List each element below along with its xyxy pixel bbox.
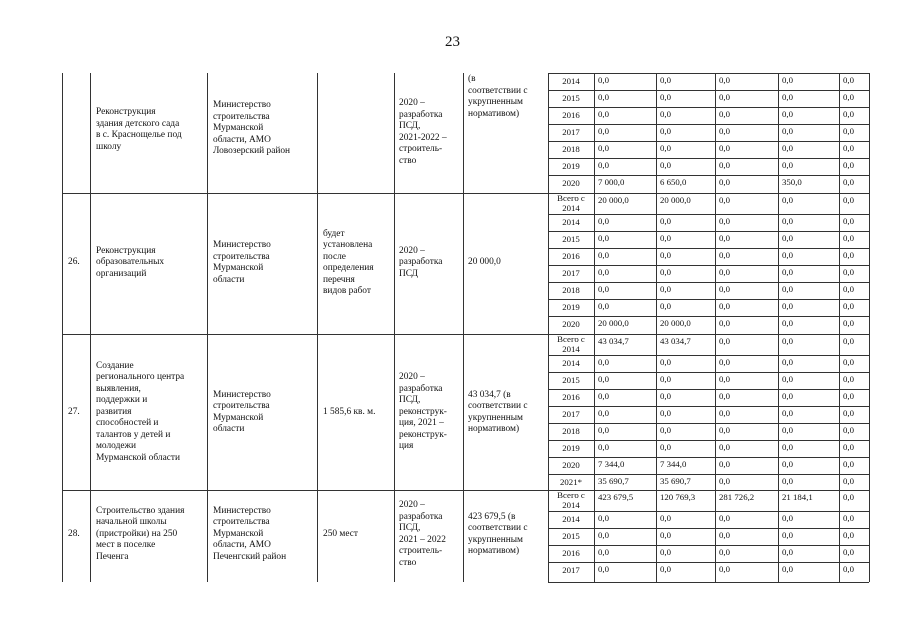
funding-value: 281 726,2	[719, 492, 755, 502]
funding-value: 0,0	[843, 126, 854, 136]
funding-value: 0,0	[782, 408, 793, 418]
year-label: 2016	[562, 109, 580, 120]
funding-value: 0,0	[782, 476, 793, 486]
estimated-cost: 423 679,5 (в соответствии с укрупненным нормативом)	[468, 511, 528, 556]
funding-value: 0,0	[782, 160, 793, 170]
object-name: Создание регионального центра выявления, поддержки и развития способностей и талантов у детей и молодежи Мурманской области	[96, 360, 185, 463]
year-label: 2019	[562, 442, 580, 453]
row-number: 26.	[68, 257, 80, 268]
funding-value: 0,0	[719, 357, 730, 367]
funding-value: 0,0	[782, 374, 793, 384]
funding-value: 0,0	[843, 318, 854, 328]
funding-value: 0,0	[719, 476, 730, 486]
funding-value: 0,0	[719, 425, 730, 435]
funding-value: 20 000,0	[598, 195, 629, 205]
year-label: 2017	[562, 126, 580, 137]
funding-value: 6 650,0	[660, 177, 687, 187]
subrow-border	[548, 124, 869, 125]
subrow-border	[548, 316, 869, 317]
funding-value: 20 000,0	[660, 195, 691, 205]
subrow-border	[548, 372, 869, 373]
funding-value: 0,0	[843, 357, 854, 367]
funding-value: 0,0	[719, 75, 730, 85]
funding-value: 0,0	[598, 284, 609, 294]
year-label: 2016	[562, 250, 580, 261]
funding-value: 0,0	[719, 318, 730, 328]
funding-value: 0,0	[598, 442, 609, 452]
funding-value: 0,0	[843, 459, 854, 469]
column-border	[207, 73, 208, 582]
subrow-border	[548, 528, 869, 529]
funding-value: 0,0	[660, 216, 671, 226]
subrow-border	[548, 423, 869, 424]
funding-value: 0,0	[598, 301, 609, 311]
funding-value: 120 769,3	[660, 492, 696, 502]
funding-value: 0,0	[843, 492, 854, 502]
subrow-border	[548, 545, 869, 546]
funding-value: 0,0	[719, 513, 730, 523]
funding-value: 0,0	[598, 530, 609, 540]
funding-value: 0,0	[843, 476, 854, 486]
funding-value: 0,0	[598, 374, 609, 384]
funding-value: 0,0	[660, 301, 671, 311]
column-border	[839, 73, 840, 582]
funding-value: 0,0	[660, 408, 671, 418]
funding-value: 0,0	[660, 233, 671, 243]
funding-value: 0,0	[719, 250, 730, 260]
subrow-border	[548, 440, 869, 441]
funding-value: 0,0	[598, 547, 609, 557]
subrow-border	[548, 457, 869, 458]
funding-value: 0,0	[660, 126, 671, 136]
year-label: 2014	[562, 357, 580, 368]
year-label: 2018	[562, 284, 580, 295]
funding-value: 0,0	[660, 513, 671, 523]
funding-value: 0,0	[782, 267, 793, 277]
year-label: 2015	[562, 530, 580, 541]
estimated-cost: 43 034,7 (в соответствии с укрупненным нормативом)	[468, 389, 528, 434]
funding-value: 0,0	[660, 530, 671, 540]
column-border	[62, 73, 63, 582]
funding-value: 0,0	[719, 143, 730, 153]
subrow-border	[548, 107, 869, 108]
funding-value: 0,0	[782, 318, 793, 328]
subrow-border	[548, 355, 869, 356]
year-label: Всего с 2014	[557, 490, 585, 510]
funding-value: 20 000,0	[660, 318, 691, 328]
funding-value: 0,0	[843, 408, 854, 418]
funding-value: 0,0	[782, 75, 793, 85]
funding-value: 0,0	[782, 126, 793, 136]
funding-value: 0,0	[843, 92, 854, 102]
subrow-border	[548, 141, 869, 142]
funding-value: 0,0	[719, 336, 730, 346]
year-label: 2018	[562, 425, 580, 436]
funding-value: 0,0	[598, 267, 609, 277]
year-label: 2019	[562, 160, 580, 171]
column-border	[869, 73, 870, 582]
funding-value: 0,0	[719, 177, 730, 187]
year-label: 2021*	[560, 476, 582, 487]
subrow-border	[548, 214, 869, 215]
funding-value: 0,0	[782, 284, 793, 294]
column-border	[317, 73, 318, 582]
year-label: 2017	[562, 564, 580, 575]
year-label: 2015	[562, 233, 580, 244]
funding-value: 0,0	[660, 250, 671, 260]
funding-value: 0,0	[843, 250, 854, 260]
year-label: 2015	[562, 374, 580, 385]
year-label: 2018	[562, 143, 580, 154]
funding-value: 0,0	[843, 530, 854, 540]
subrow-border	[548, 90, 869, 91]
subrow-border	[548, 406, 869, 407]
funding-value: 0,0	[598, 143, 609, 153]
year-label: 2014	[562, 216, 580, 227]
funding-value: 0,0	[843, 513, 854, 523]
funding-value: 0,0	[598, 425, 609, 435]
subrow-border	[548, 389, 869, 390]
funding-value: 0,0	[782, 250, 793, 260]
funding-value: 0,0	[598, 357, 609, 367]
funding-value: 35 690,7	[598, 476, 629, 486]
funding-value: 0,0	[719, 216, 730, 226]
funding-value: 0,0	[843, 216, 854, 226]
column-border	[656, 73, 657, 582]
subrow-border	[548, 299, 869, 300]
stages: 2020 – разработка ПСД, 2021 – 2022 строитель- ство	[399, 500, 446, 568]
executor: Министерство строительства Мурманской области, АМО Печенгский район	[213, 505, 287, 562]
row-number: 28.	[68, 528, 80, 539]
year-label: 2016	[562, 547, 580, 558]
funding-value: 0,0	[782, 442, 793, 452]
subrow-border	[548, 248, 869, 249]
funding-value: 0,0	[782, 301, 793, 311]
year-label: 2014	[562, 75, 580, 86]
funding-value: 0,0	[719, 126, 730, 136]
funding-value: 7 344,0	[598, 459, 625, 469]
funding-value: 0,0	[843, 425, 854, 435]
funding-value: 0,0	[660, 374, 671, 384]
funding-value: 0,0	[598, 391, 609, 401]
funding-value: 0,0	[843, 267, 854, 277]
funding-value: 0,0	[843, 391, 854, 401]
funding-value: 0,0	[598, 216, 609, 226]
column-border	[778, 73, 779, 582]
funding-value: 0,0	[719, 92, 730, 102]
funding-value: 0,0	[598, 513, 609, 523]
funding-value: 0,0	[719, 442, 730, 452]
object-name: Строительство здания начальной школы (пристройки) на 250 мест в поселке Печенга	[96, 505, 185, 562]
funding-value: 0,0	[719, 301, 730, 311]
funding-value: 35 690,7	[660, 476, 691, 486]
funding-value: 0,0	[660, 547, 671, 557]
year-label: 2015	[562, 92, 580, 103]
funding-value: 0,0	[843, 442, 854, 452]
funding-value: 0,0	[843, 177, 854, 187]
funding-value: 0,0	[598, 92, 609, 102]
year-label: 2017	[562, 267, 580, 278]
funding-value: 0,0	[660, 75, 671, 85]
funding-value: 0,0	[782, 216, 793, 226]
funding-value: 0,0	[782, 391, 793, 401]
funding-value: 0,0	[782, 92, 793, 102]
column-border	[594, 73, 595, 582]
funding-value: 0,0	[660, 357, 671, 367]
estimated-cost: (в соответствии с укрупненным нормативом)	[468, 74, 528, 119]
stages: 2020 – разработка ПСД, 2021-2022 – строитель- ство	[399, 98, 447, 166]
funding-value: 0,0	[719, 408, 730, 418]
subrow-border	[548, 265, 869, 266]
funding-value: 0,0	[843, 109, 854, 119]
funding-value: 0,0	[598, 408, 609, 418]
year-label: 2020	[562, 459, 580, 470]
funding-value: 0,0	[843, 301, 854, 311]
executor: Министерство строительства Мурманской области	[213, 240, 271, 285]
funding-value: 0,0	[660, 564, 671, 574]
funding-value: 0,0	[660, 425, 671, 435]
funding-value: 0,0	[782, 459, 793, 469]
funding-value: 0,0	[719, 374, 730, 384]
subrow-border	[548, 158, 869, 159]
funding-value: 0,0	[719, 284, 730, 294]
funding-value: 0,0	[719, 160, 730, 170]
table-top-border	[548, 73, 869, 74]
funding-value: 0,0	[782, 233, 793, 243]
funding-value: 0,0	[782, 357, 793, 367]
capacity: 1 585,6 кв. м.	[323, 406, 376, 417]
funding-value: 0,0	[660, 442, 671, 452]
row-border	[62, 334, 869, 335]
funding-value: 423 679,5	[598, 492, 634, 502]
estimated-cost: 20 000,0	[468, 257, 501, 268]
stages: 2020 – разработка ПСД	[399, 245, 443, 279]
column-border	[394, 73, 395, 582]
column-border	[463, 73, 464, 582]
funding-value: 0,0	[843, 564, 854, 574]
funding-value: 0,0	[719, 547, 730, 557]
funding-value: 0,0	[719, 267, 730, 277]
funding-value: 0,0	[843, 75, 854, 85]
year-label: Всего с 2014	[557, 193, 585, 213]
funding-value: 0,0	[719, 195, 730, 205]
capacity: 250 мест	[323, 528, 358, 539]
object-name: Реконструкция образовательных организаций	[96, 245, 165, 279]
subrow-border	[548, 474, 869, 475]
funding-value: 0,0	[719, 459, 730, 469]
funding-value: 0,0	[719, 564, 730, 574]
row-border	[62, 193, 869, 194]
funding-value: 0,0	[660, 160, 671, 170]
funding-value: 0,0	[782, 336, 793, 346]
funding-value: 0,0	[660, 143, 671, 153]
funding-value: 43 034,7	[660, 336, 691, 346]
funding-value: 0,0	[660, 391, 671, 401]
stages: 2020 – разработка ПСД, реконструк- ция, 2021 – реконструк- ция	[399, 372, 447, 452]
funding-value: 0,0	[598, 126, 609, 136]
funding-value: 0,0	[843, 233, 854, 243]
funding-value: 0,0	[843, 336, 854, 346]
funding-value: 0,0	[843, 374, 854, 384]
year-label: 2019	[562, 301, 580, 312]
subrow-border	[548, 282, 869, 283]
funding-value: 0,0	[598, 233, 609, 243]
funding-value: 0,0	[598, 564, 609, 574]
funding-value: 0,0	[782, 547, 793, 557]
funding-value: 7 000,0	[598, 177, 625, 187]
funding-value: 7 344,0	[660, 459, 687, 469]
funding-value: 0,0	[843, 195, 854, 205]
year-label: 2020	[562, 318, 580, 329]
column-border	[90, 73, 91, 582]
funding-value: 0,0	[843, 284, 854, 294]
row-number: 27.	[68, 406, 80, 417]
funding-value: 0,0	[598, 160, 609, 170]
table-bottom-border	[548, 582, 869, 583]
funding-value: 0,0	[782, 513, 793, 523]
object-name: Реконструкция здания детского сада в с. Краснощелье под школу	[96, 107, 182, 152]
funding-value: 0,0	[598, 250, 609, 260]
year-label: 2014	[562, 513, 580, 524]
subrow-border	[548, 175, 869, 176]
subrow-border	[548, 231, 869, 232]
subrow-border	[548, 562, 869, 563]
funding-value: 0,0	[660, 92, 671, 102]
funding-value: 350,0	[782, 177, 802, 187]
funding-value: 20 000,0	[598, 318, 629, 328]
funding-value: 0,0	[843, 160, 854, 170]
executor: Министерство строительства Мурманской области	[213, 389, 271, 434]
subrow-border	[548, 511, 869, 512]
capacity: будет установлена после определения перечня видов работ	[323, 228, 374, 296]
funding-value: 0,0	[843, 143, 854, 153]
funding-value: 0,0	[598, 75, 609, 85]
funding-value: 0,0	[782, 564, 793, 574]
funding-value: 0,0	[598, 109, 609, 119]
funding-value: 0,0	[719, 530, 730, 540]
year-label: 2016	[562, 391, 580, 402]
funding-value: 0,0	[843, 547, 854, 557]
column-border	[715, 73, 716, 582]
funding-value: 0,0	[719, 109, 730, 119]
page-number: 23	[445, 34, 460, 50]
funding-value: 0,0	[719, 233, 730, 243]
funding-value: 0,0	[782, 109, 793, 119]
funding-value: 0,0	[660, 267, 671, 277]
funding-value: 0,0	[660, 284, 671, 294]
funding-value: 0,0	[782, 195, 793, 205]
year-label: Всего с 2014	[557, 334, 585, 354]
funding-value: 0,0	[782, 425, 793, 435]
year-label: 2017	[562, 408, 580, 419]
funding-value: 0,0	[782, 143, 793, 153]
funding-value: 0,0	[660, 109, 671, 119]
funding-value: 43 034,7	[598, 336, 629, 346]
funding-value: 21 184,1	[782, 492, 813, 502]
year-label: 2020	[562, 177, 580, 188]
executor: Министерство строительства Мурманской области, АМО Ловозерский район	[213, 100, 291, 156]
row-border	[62, 490, 869, 491]
funding-value: 0,0	[719, 391, 730, 401]
funding-value: 0,0	[782, 530, 793, 540]
